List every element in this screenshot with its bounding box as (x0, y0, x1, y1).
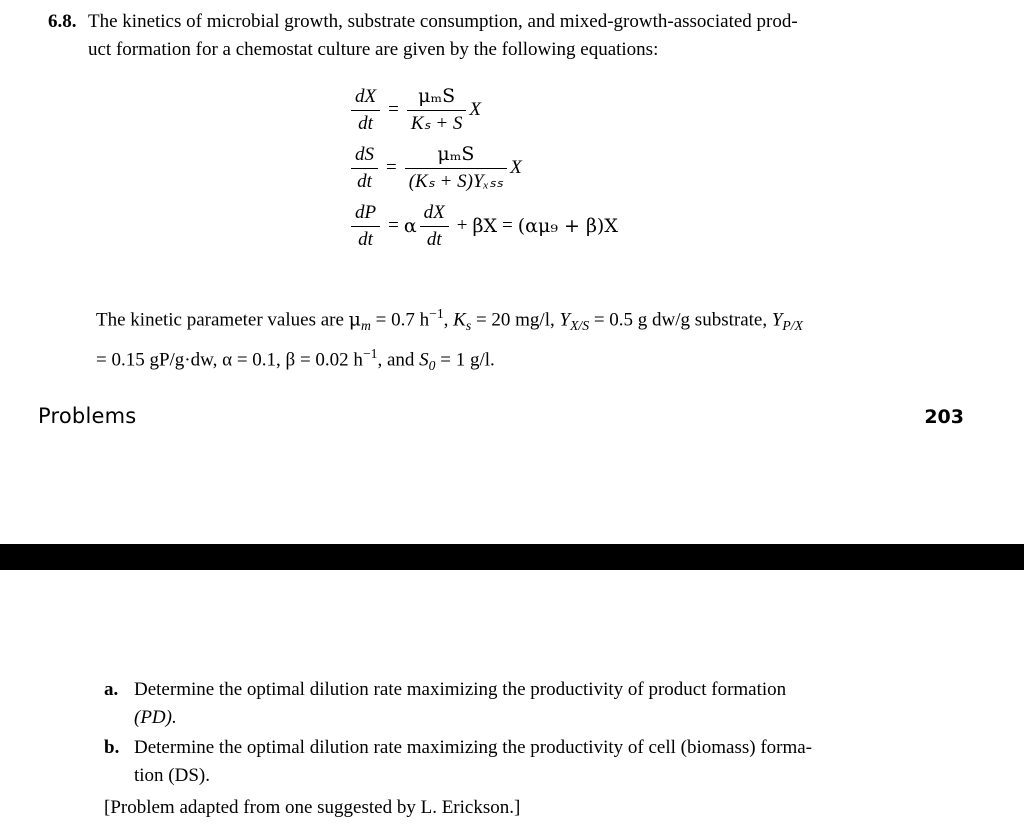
subitems-list (104, 676, 964, 822)
problem-heading (48, 8, 968, 64)
page-separator-bar (0, 544, 1024, 570)
mu-m-symbol: μ (348, 308, 362, 331)
problem-statement (88, 8, 968, 64)
fraction-monod-1 (407, 86, 467, 135)
problem-statement-line-1: The kinetics of microbial growth, substrate consumption, and mixed-growth-associated prod- (88, 11, 798, 32)
problem-source-note: [Problem adapted from one suggested by L. Erickson.] (104, 797, 521, 818)
equation-ds-dt-den: dt (357, 170, 372, 192)
ypx-subscript: P/X (782, 318, 803, 334)
fraction-monod-2 (405, 144, 507, 193)
ypx-symbol: Y (771, 309, 783, 331)
equation-dx-dt-den: dt (358, 112, 373, 134)
ks-subscript: s (465, 318, 472, 334)
beta-x-term: βX (472, 215, 498, 237)
equation-1-tail: X (469, 99, 482, 120)
equation-dp-dt (348, 200, 968, 252)
yxs-value: = 0.5 g dw/g substrate, (589, 309, 772, 331)
beta-exponent: −1 (362, 346, 378, 362)
comma-1: , (443, 309, 454, 331)
mu-m-subscript: m (361, 318, 371, 334)
equals-sign: = (386, 157, 397, 178)
equals-sign-2: = (502, 215, 513, 236)
equation-3-mid-num: dX (423, 201, 445, 223)
footer-page-number: 203 (924, 406, 964, 428)
alpha-symbol: α (403, 215, 417, 237)
yxs-subscript: X/S (570, 318, 590, 334)
problem-number: 6.8. (48, 11, 77, 32)
s0-subscript: 0 (428, 358, 436, 374)
equation-dp-dt-num: dP (355, 201, 377, 223)
fraction-bar (351, 110, 380, 111)
params-line-2 (96, 340, 968, 380)
mu-m-exponent: −1 (429, 306, 444, 321)
fraction-bar (420, 226, 449, 227)
fraction-dx-dt-2 (420, 202, 449, 251)
equation-group (348, 84, 968, 252)
footer-section-title: Problems (38, 404, 137, 428)
fraction-dx-dt (351, 86, 380, 135)
monod-1-num: μₘS (418, 84, 456, 107)
equation-dx-dt-num: dX (355, 85, 377, 107)
ks-value: = 20 mg/l, (471, 309, 560, 331)
subitem-b-text (134, 734, 964, 790)
s0-value: = 1 g/l. (435, 349, 495, 371)
equation-ds-dt (348, 142, 968, 194)
equation-2-tail: X (510, 157, 522, 178)
fraction-ds-dt (351, 144, 378, 193)
plus-sign: + (456, 215, 468, 236)
ks-symbol: K (453, 309, 466, 331)
equation-3-rhs: (αμ₉ + β)X (517, 215, 618, 237)
equals-sign: = (388, 215, 399, 236)
equation-3-mid-den: dt (426, 228, 442, 250)
fraction-bar (405, 168, 507, 169)
subitem-a-text (134, 676, 964, 732)
list-item (104, 734, 964, 790)
subitem-b-line-1: Determine the optimal dilution rate maximizing the productivity of cell (biomass) forma- (134, 737, 813, 758)
subitem-a-line-2: (PD). (134, 707, 177, 728)
list-item (104, 676, 964, 732)
subitem-a-label: a. (104, 679, 119, 700)
equation-dp-dt-den: dt (358, 228, 373, 250)
fraction-bar (351, 168, 378, 169)
monod-1-den: Kₛ + S (410, 112, 463, 134)
equals-sign: = (388, 99, 399, 120)
s0-symbol: S (419, 349, 429, 371)
params-intro: The kinetic parameter values are (96, 309, 349, 331)
subitem-b-line-2: tion (DS). (134, 765, 210, 786)
problem-statement-line-2: uct formation for a chemostat culture are given by the following equations: (88, 39, 659, 60)
equation-dx-dt (348, 84, 968, 136)
fraction-bar (407, 110, 467, 111)
subitem-a-line-1: Determine the optimal dilution rate maximizing the productivity of product formation (134, 679, 787, 700)
ypx-value: = 0.15 gP/g·dw, α = 0.1, β = 0.02 h (96, 349, 363, 371)
mu-m-value: = 0.7 h (370, 309, 430, 331)
fraction-bar (351, 226, 380, 227)
and-text: , and (377, 349, 420, 371)
yxs-symbol: Y (559, 309, 571, 331)
fraction-dp-dt (351, 202, 380, 251)
page-footer (38, 404, 964, 428)
monod-2-num: μₘS (437, 142, 475, 165)
problem-block (48, 8, 968, 258)
monod-2-den: (Kₛ + S)Yₓₛₛ (408, 170, 504, 192)
equation-ds-dt-num: dS (355, 143, 374, 165)
parameter-values-paragraph (96, 300, 968, 380)
subitem-b-label: b. (104, 737, 120, 758)
